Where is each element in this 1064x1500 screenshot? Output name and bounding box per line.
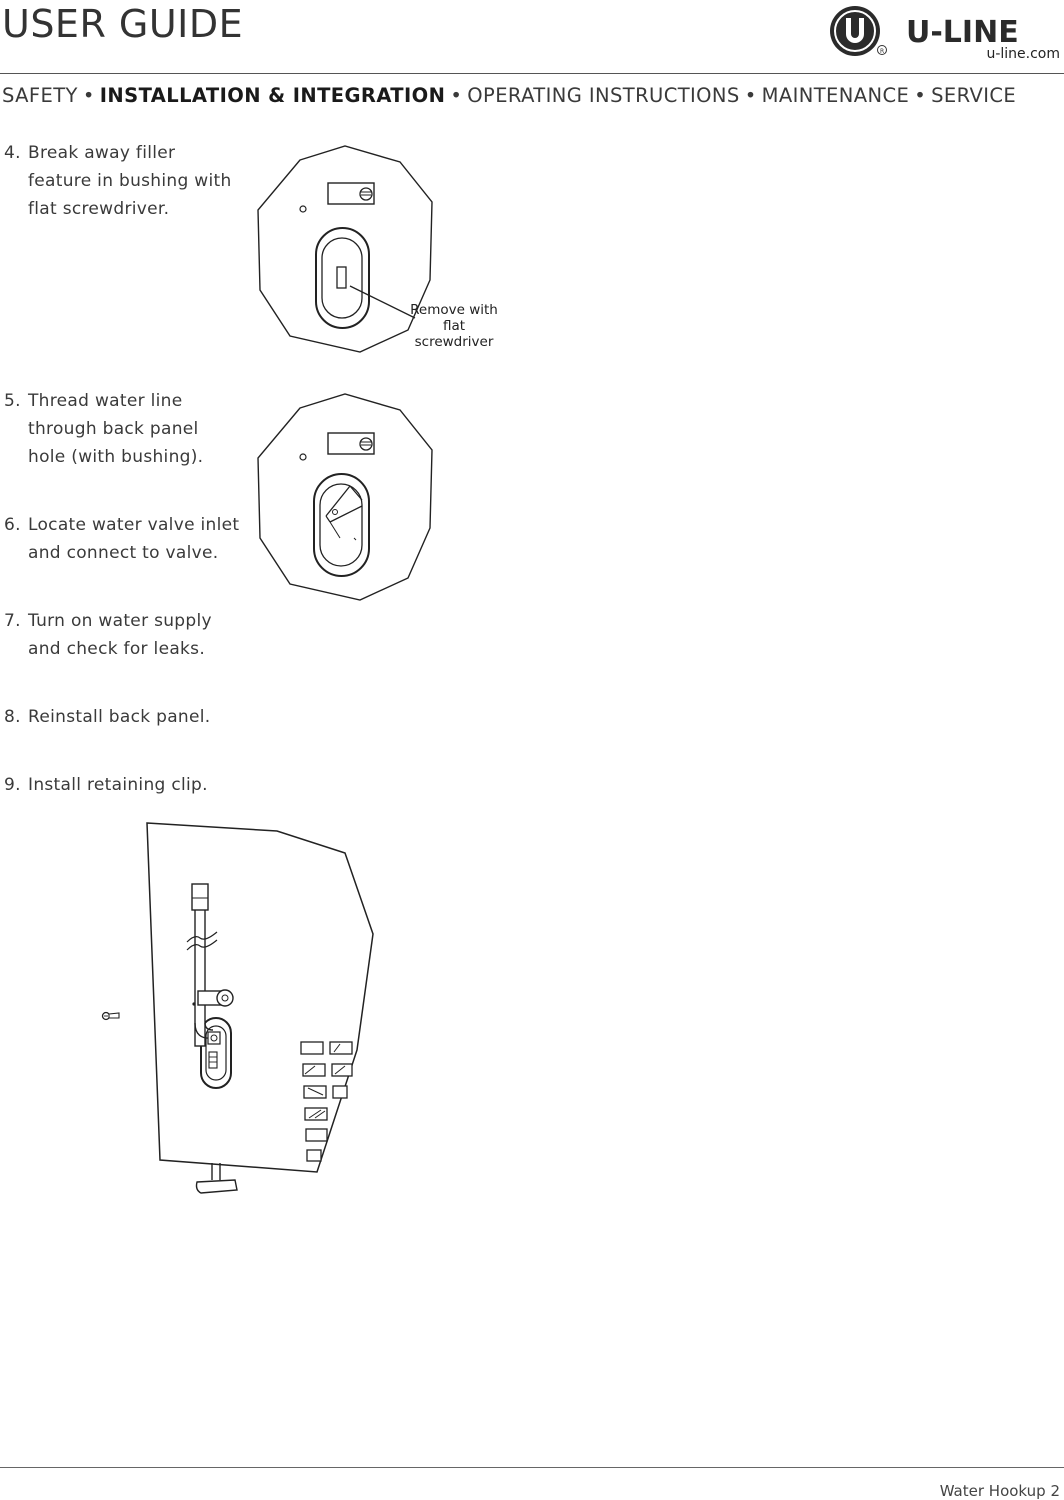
step-number: 6. — [4, 515, 21, 535]
step-text: Locate water valve inlet and connect to valve. — [28, 515, 240, 563]
header-divider — [0, 73, 1064, 74]
nav-maintenance: MAINTENANCE — [761, 84, 910, 107]
nav-installation-active: INSTALLATION & INTEGRATION — [99, 84, 446, 107]
step-8 — [4, 703, 244, 731]
step-6 — [4, 511, 244, 567]
nav-separator: • — [82, 84, 95, 107]
nav-separator: • — [914, 84, 927, 107]
section-nav — [2, 84, 1016, 107]
nav-operating: OPERATING INSTRUCTIONS — [467, 84, 740, 107]
step-4 — [4, 139, 244, 223]
website-url: u-line.com — [986, 46, 1060, 62]
step-7 — [4, 607, 244, 663]
callout-remove-screwdriver: Remove with flat screwdriver — [410, 302, 498, 350]
step-text: Turn on water supply and check for leaks. — [28, 611, 212, 659]
step-number: 8. — [4, 707, 21, 727]
page-title: USER GUIDE — [2, 2, 244, 46]
step-number: 5. — [4, 391, 21, 411]
nav-separator: • — [450, 84, 463, 107]
step-5 — [4, 387, 244, 471]
step-text: Thread water line through back panel hole (with bushing). — [28, 391, 204, 467]
retaining-clip-figure — [95, 818, 385, 1200]
step-9 — [4, 771, 244, 799]
water-line-bushing-figure — [250, 388, 450, 603]
svg-text:R: R — [880, 48, 885, 55]
step-number: 7. — [4, 611, 21, 631]
nav-safety: SAFETY — [2, 84, 78, 107]
brand-wordmark: U-LINE — [906, 15, 1019, 50]
footer-divider — [0, 1467, 1064, 1468]
nav-service: SERVICE — [931, 84, 1017, 107]
step-number: 4. — [4, 143, 21, 163]
step-number: 9. — [4, 775, 21, 795]
footer-page-label: Water Hookup 2 — [939, 1482, 1060, 1500]
step-text: Break away filler feature in bushing with flat screwdriver. — [28, 143, 232, 219]
step-text: Reinstall back panel. — [28, 707, 211, 727]
nav-separator: • — [744, 84, 757, 107]
step-text: Install retaining clip. — [28, 775, 208, 795]
